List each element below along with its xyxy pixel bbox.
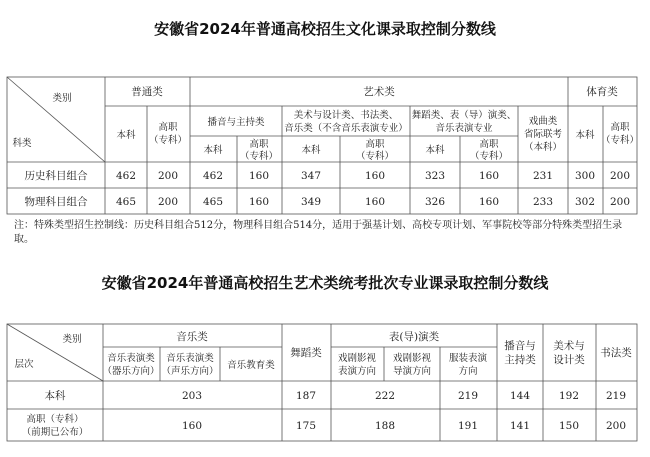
- t2-sub-instr-2: （器乐方向）: [102, 366, 160, 377]
- t1-level-undergrad: 本科: [301, 145, 321, 156]
- t2-sub-music-edu: 音乐教育类: [227, 360, 275, 371]
- t1-sub-opera-3: （本科）: [523, 142, 563, 153]
- t1-row-history: [25, 169, 631, 182]
- t2-sub-vocal: 音乐表演类: [166, 353, 214, 364]
- cell: 347: [300, 170, 322, 182]
- t1-sub-broadcast: 播音与主持类: [207, 117, 265, 128]
- t1-row-physics: [25, 195, 631, 208]
- t1-group-art: 艺术类: [363, 86, 395, 98]
- t2-group-perform: 表(导)演类: [388, 331, 440, 343]
- cell: 219: [457, 390, 479, 402]
- cell: 326: [424, 196, 446, 208]
- cell: 323: [424, 170, 446, 182]
- t2-group-broadcast: 播音与: [504, 340, 536, 352]
- t2-corner-level: 层次: [14, 359, 34, 370]
- cell: 465: [115, 196, 137, 208]
- cell: 160: [478, 196, 500, 208]
- t1-level-voc-2: （专科）: [600, 135, 640, 146]
- t1-level-undergrad: 本科: [425, 145, 445, 156]
- cell: 200: [157, 170, 179, 182]
- t2-sub-drama-dir: 戏剧影视: [392, 353, 432, 364]
- t1-level-voc: 高职: [249, 139, 269, 150]
- t1-corner-category: 类别: [52, 93, 72, 104]
- t2-group-broadcast-2: 主持类: [504, 354, 536, 366]
- t2-row-undergrad: [45, 389, 627, 402]
- t1-sub-opera-2: 省际联考: [523, 129, 563, 140]
- t2-sub-drama-dir-2: 导演方向: [392, 366, 432, 377]
- row-label: 高职（专科）: [26, 414, 84, 425]
- t1-level-voc-2: （专科）: [355, 151, 395, 162]
- cell: 160: [181, 420, 203, 432]
- cell: 233: [532, 196, 554, 208]
- cell: 302: [574, 196, 596, 208]
- t2-group-dance: 舞蹈类: [290, 347, 322, 359]
- row-label: 物理科目组合: [24, 196, 88, 208]
- row-label: 本科: [44, 390, 66, 402]
- t1-level-voc: 高职: [479, 139, 499, 150]
- table1-note: 注：特殊类型招生控制线：历史科目组合512分，物理科目组合514分，适用于强基计划、高校专项计划、军事院校等部分特殊类型招生录取。: [14, 220, 623, 245]
- cell: 300: [574, 170, 596, 182]
- cell: 150: [558, 420, 580, 432]
- cell: 188: [374, 420, 396, 432]
- t2-sub-costume: 服装表演: [448, 353, 488, 364]
- cell: 200: [609, 170, 631, 182]
- cell: 141: [509, 420, 531, 432]
- t1-level-undergrad: 本科: [203, 145, 223, 156]
- row-label-2: （前期已公布）: [21, 427, 89, 438]
- t1-sub-fineart: 美术与设计类、书法类、: [293, 110, 399, 121]
- t1-level-voc: 高职: [365, 139, 385, 150]
- cell: 192: [558, 390, 580, 402]
- t2-sub-instr: 音乐表演类: [107, 353, 155, 364]
- t1-level-voc: 高职: [158, 122, 178, 133]
- cell: 200: [609, 196, 631, 208]
- cell: 144: [509, 390, 531, 402]
- t1-level-voc-2: （专科）: [239, 151, 279, 162]
- table2-grid: [7, 324, 637, 441]
- t2-corner-category: 类别: [62, 334, 82, 345]
- t1-level-undergrad: 本科: [116, 130, 136, 141]
- t1-sub-dance: 舞蹈类、表（导）演类、: [411, 110, 517, 121]
- row-label: 历史科目组合: [24, 170, 88, 182]
- t2-sub-vocal-2: （声乐方向）: [161, 366, 219, 377]
- table2-title: 安徽省2024年普通高校招生艺术类统考批次专业课录取控制分数线: [101, 274, 549, 292]
- t1-level-voc-2: （专科）: [148, 135, 188, 146]
- cell: 160: [364, 196, 386, 208]
- cell: 200: [605, 420, 627, 432]
- t1-group-general: 普通类: [131, 86, 163, 98]
- cell: 462: [115, 170, 137, 182]
- cell: 187: [295, 390, 317, 402]
- cell: 222: [374, 390, 396, 402]
- t2-sub-drama-perf-2: 表演方向: [337, 366, 377, 377]
- cell: 191: [457, 420, 479, 432]
- t2-group-fineart: 美术与: [553, 340, 585, 352]
- cell: 219: [605, 390, 627, 402]
- cell: 462: [202, 170, 224, 182]
- t1-level-voc: 高职: [610, 122, 630, 133]
- cell: 160: [248, 196, 270, 208]
- t1-corner-subject: 科类: [12, 138, 32, 149]
- t2-sub-costume-2: 方向: [458, 366, 478, 377]
- t1-level-undergrad: 本科: [575, 130, 595, 141]
- t2-row-vocational: [22, 413, 626, 438]
- cell: 349: [300, 196, 322, 208]
- cell: 200: [157, 196, 179, 208]
- t2-group-calligraphy: 书法类: [600, 347, 632, 359]
- cell: 465: [202, 196, 224, 208]
- t2-group-fineart-2: 设计类: [553, 354, 585, 366]
- t2-sub-drama-perf: 戏剧影视: [337, 353, 377, 364]
- cell: 203: [181, 390, 203, 402]
- t1-sub-dance-2: 音乐表演专业: [435, 123, 493, 134]
- t1-group-sports: 体育类: [586, 86, 618, 98]
- t1-sub-fineart-2: 音乐类（不含音乐表演专业）: [284, 123, 408, 134]
- cell: 175: [295, 420, 317, 432]
- t2-group-music: 音乐类: [176, 331, 208, 343]
- cell: 231: [532, 170, 554, 182]
- t1-level-voc-2: （专科）: [469, 151, 509, 162]
- cell: 160: [248, 170, 270, 182]
- cell: 160: [364, 170, 386, 182]
- table1-title: 安徽省2024年普通高校招生文化课录取控制分数线: [154, 20, 496, 38]
- t1-sub-opera: 戏曲类: [528, 116, 558, 127]
- cell: 160: [478, 170, 500, 182]
